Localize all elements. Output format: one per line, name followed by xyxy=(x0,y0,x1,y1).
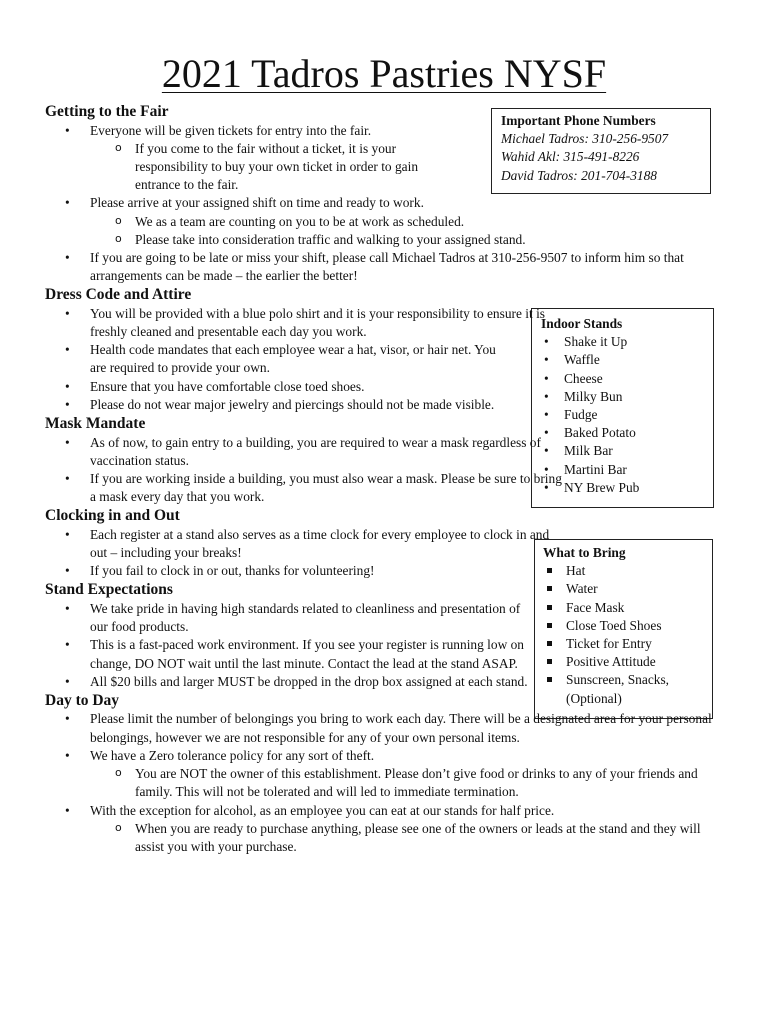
section-stand-expectations xyxy=(45,580,725,691)
document-body xyxy=(45,102,725,856)
list-item: • Waffle xyxy=(541,351,713,369)
list-item: • Cheese xyxy=(541,370,713,388)
bullet-item: • Ensure that you have comfortable close toed shoes. xyxy=(45,378,575,396)
list-item: Positive Attitude xyxy=(543,653,712,671)
bullet-list xyxy=(45,600,725,691)
bullet-item: • With the exception for alcohol, as an employee you can eat at our stands for half price. xyxy=(45,802,725,820)
sub-bullet-item: o If you come to the fair without a ticket, it is your responsibility to buy your own ticket in order to gain entrance to the fair. xyxy=(45,140,465,195)
phone-numbers-title: Important Phone Numbers xyxy=(501,113,656,128)
list-item: Close Toed Shoes xyxy=(543,617,712,635)
section-getting-to-fair xyxy=(45,102,725,285)
list-item: Ticket for Entry xyxy=(543,635,712,653)
list-item: • NY Brew Pub xyxy=(541,479,713,497)
bullet-item: • Everyone will be given tickets for entry into the fair. xyxy=(45,122,725,140)
page-title-text: 2021 Tadros Pastries NYSF xyxy=(161,51,607,96)
bullet-item: • If you are working inside a building, you must also wear a mask. Please be sure to bring a mask every day that you work. xyxy=(45,470,565,506)
bullet-item: • Please do not wear major jewelry and piercings should not be made visible. xyxy=(45,396,520,414)
bullet-item: • If you fail to clock in or out, thanks for volunteering! xyxy=(45,562,565,580)
section-mask-mandate xyxy=(45,414,725,506)
list-item: Water xyxy=(543,580,712,598)
list-item: • Martini Bar xyxy=(541,461,713,479)
sub-bullet-item: o You are NOT the owner of this establishment. Please don’t give food or drinks to any of your friends and family. This will not be tolerated and will led to immediate termination. xyxy=(45,765,725,801)
what-to-bring-title: What to Bring xyxy=(543,545,626,560)
section-heading: Mask Mandate xyxy=(45,415,146,433)
phone-number: Michael Tadros: 310-256-9507 xyxy=(501,131,669,147)
bullet-item: • Health code mandates that each employee wear a hat, visor, or hair net. You are required to provide your own. xyxy=(45,341,505,377)
bullet-list xyxy=(45,122,725,286)
bullet-item: • Please limit the number of belongings you bring to work each day. There will be a designated area for your personal belongings, however we are not responsible for any of your own personal items. xyxy=(45,710,725,746)
list-item: • Fudge xyxy=(541,406,713,424)
bullet-item: • If you are going to be late or miss your shift, please call Michael Tadros at 310-256-9507 to inform him so that arrangements can be made – the earlier the better! xyxy=(45,249,725,285)
sub-bullet-item: o We as a team are counting on you to be at work as scheduled. xyxy=(45,213,725,231)
bullet-item: • As of now, to gain entry to a building, you are required to wear a mask regardless of vaccination status. xyxy=(45,434,565,470)
bullet-item: • Please arrive at your assigned shift on time and ready to work. xyxy=(45,194,725,212)
list-item: • Milk Bar xyxy=(541,442,713,460)
bullet-item: • All $20 bills and larger MUST be dropped in the drop box assigned at each stand. xyxy=(45,673,725,691)
sub-bullet-item: o Please take into consideration traffic and walking to your assigned stand. xyxy=(45,231,725,249)
page-title xyxy=(0,52,768,96)
section-heading: Stand Expectations xyxy=(45,581,173,599)
bullet-item: • We have a Zero tolerance policy for any sort of theft. xyxy=(45,747,725,765)
sub-bullet-item: o When you are ready to purchase anything, please see one of the owners or leads at the stand and they will assist you with your purchase. xyxy=(45,820,725,856)
bullet-item: • This is a fast-paced work environment. If you see your register is running low on change, DO NOT wait until the last minute. Contact the lead at the stand ASAP. xyxy=(45,636,545,672)
list-item: Face Mask xyxy=(543,599,712,617)
list-item: • Shake it Up xyxy=(541,333,713,351)
bullet-item: • Each register at a stand also serves as a time clock for every employee to clock in and out – including your breaks! xyxy=(45,526,565,562)
bullet-item: • We take pride in having high standards related to cleanliness and presentation of our food products. xyxy=(45,600,535,636)
list-item: • Baked Potato xyxy=(541,424,713,442)
indoor-stands-title: Indoor Stands xyxy=(541,316,623,331)
bullet-list xyxy=(45,526,725,581)
section-clocking xyxy=(45,506,725,580)
section-dress-code xyxy=(45,285,725,414)
phone-number: David Tadros: 201-704-3188 xyxy=(501,167,657,183)
section-day-to-day xyxy=(45,691,725,856)
phone-number: Wahid Akl: 315-491-8226 xyxy=(501,149,640,165)
bullet-list xyxy=(45,434,725,507)
list-item: Sunscreen, Snacks, (Optional) xyxy=(543,671,712,707)
bullet-list xyxy=(45,710,725,856)
bullet-list xyxy=(45,305,725,414)
section-heading: Day to Day xyxy=(45,691,120,709)
section-heading: Clocking in and Out xyxy=(45,507,180,525)
section-heading: Getting to the Fair xyxy=(45,103,169,120)
section-heading: Dress Code and Attire xyxy=(45,286,192,304)
list-item: • Milky Bun xyxy=(541,388,713,406)
bullet-item: • You will be provided with a blue polo shirt and it is your responsibility to ensure it is freshly cleaned and presentable each day you work. xyxy=(45,305,575,341)
list-item: Hat xyxy=(543,562,712,580)
